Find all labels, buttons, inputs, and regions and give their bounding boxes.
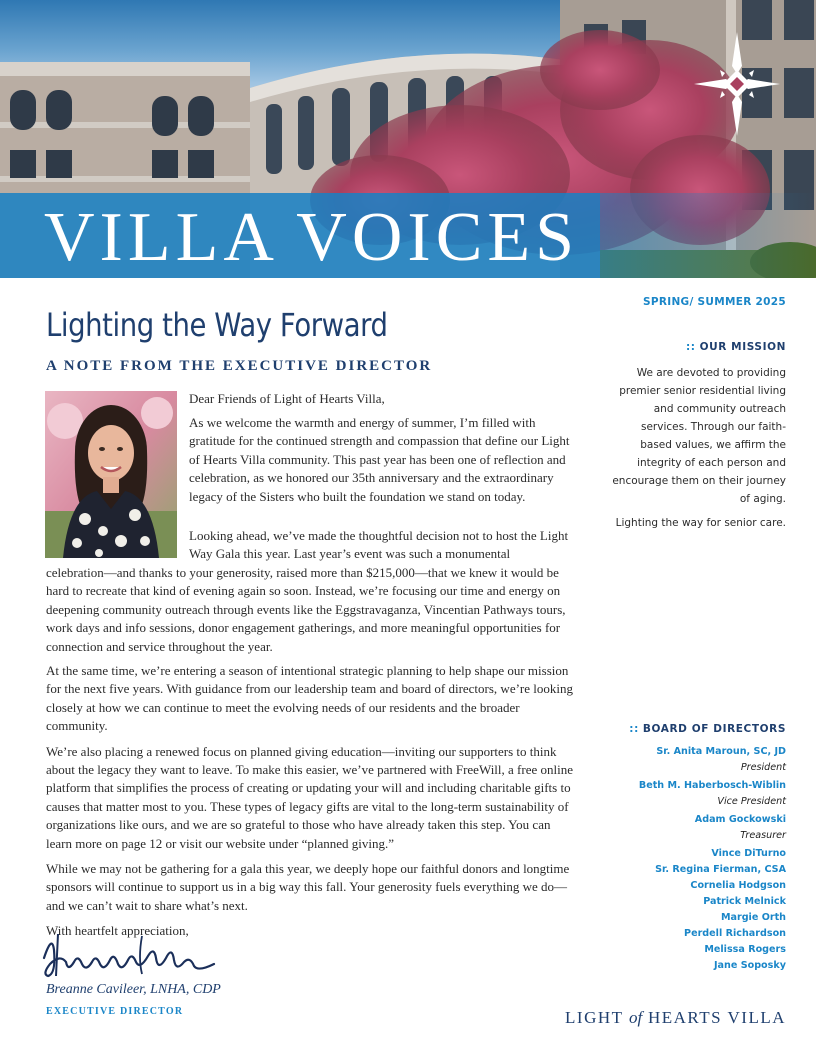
handwritten-signature (38, 928, 218, 984)
organization-wordmark (565, 1008, 786, 1028)
star-logo-icon (692, 30, 782, 138)
article-headline: Lighting the Way Forward (46, 306, 388, 344)
letter-body-continued (46, 662, 576, 948)
letter-paragraph-3: At the same time, we’re entering a season of intentional strategic planning to help shape our mission for the next five years. With guidance from our leadership team and board of directors, we’re looking closely at how we can continue to meet the evolving needs of our residents and the broader community. (46, 663, 573, 734)
mission-text: We are devoted to providing premier senior residential living and community outreach services. Through our faith-based values, we affirm the integrity of each person and encourage them on their journey of aging. (612, 367, 786, 505)
letter-greeting: Dear Friends of Light of Hearts Villa, (189, 391, 385, 406)
board-member: Cornelia Hodgson (690, 880, 786, 891)
mission-block (610, 364, 786, 538)
wordmark-part-2: HEARTS VILLA (642, 1008, 786, 1027)
board-officer-role: Vice President (717, 796, 786, 807)
section-marker: :: (685, 341, 696, 353)
board-member: Patrick Melnick (703, 896, 786, 907)
board-officer-name: Beth M. Haberbosch-Wiblin (638, 780, 786, 791)
board-officer-name: Adam Gockowski (694, 814, 786, 825)
board-member: Sr. Regina Fierman, CSA (655, 864, 786, 875)
board-heading-text: BOARD OF DIRECTORS (642, 723, 786, 735)
article-subheadline: A NOTE FROM THE EXECUTIVE DIRECTOR (46, 358, 433, 374)
section-marker: :: (629, 723, 639, 735)
title-band-fade (600, 193, 816, 278)
wordmark-part-1: LIGHT (565, 1008, 629, 1027)
masthead-title: VILLA VOICES (44, 199, 580, 276)
letter-paragraph-5: While we may not be gathering for a gala this year, we deeply hope our faithful donors and longtime sponsors will continue to support us in a big way this fall. Your generosity fuels everything we do—and we can’t wait to share what’s next. (46, 861, 570, 913)
board-list (586, 744, 786, 974)
mission-heading (686, 341, 786, 353)
director-portrait (45, 391, 177, 558)
letter-paragraph-2-end: celebration—and thanks to your generosity, raised more than $215,000—that we knew it would be hard to recreate that kind of evening again so soon. Instead, we’re focusing our time and energy on deepening community outreach through events like the Eggstravaganza, Vincentian Pathways tours, work days and info sessions, donor engagement gatherings, and more meaningful opportunities for connection and service throughout the year. (46, 565, 566, 654)
letter-closing: With heartfelt appreciation, (46, 923, 189, 939)
board-officer-name: Sr. Anita Maroun, SC, JD (656, 746, 786, 757)
header-photo (0, 0, 816, 278)
board-member: Vince DiTurno (711, 848, 786, 859)
board-member: Margie Orth (720, 912, 786, 923)
signatory-title: EXECUTIVE DIRECTOR (46, 1006, 184, 1017)
letter-paragraph-1: As we welcome the warmth and energy of summer, I’m filled with gratitude for the continued strength and compassion that define our Light of Hearts Villa community. This past year has been one of reflection and celebration, as we honored our 35th anniversary and the extraordinary legacy of the Sisters who built the foundation we stand on today. (189, 415, 570, 504)
signatory-name: Breanne Cavileer, LNHA, CDP (46, 982, 221, 997)
letter-paragraph-2-start: Looking ahead, we’ve made the thoughtful decision not to host the Light Way Gala this year. Last year’s event was such a monumental (189, 528, 569, 562)
board-member: Jane Soposky (713, 960, 786, 971)
board-officer-role: President (740, 762, 786, 773)
issue-label: SPRING/ SUMMER 2025 (643, 296, 786, 308)
board-heading (629, 723, 786, 735)
mission-tagline: Lighting the way for senior care. (615, 517, 786, 529)
board-member: Perdell Richardson (684, 928, 786, 939)
letter-paragraph-4: We’re also placing a renewed focus on planned giving education—inviting our supporters to think about the legacy they want to leave. To make this easier, we’ve partnered with FreeWill, a free online platform that simplifies the process of creating or updating your will and including charitable gifts to causes that matter most to you. These types of legacy gifts are vital to the long-term sustainability of organizations like ours, and we are so grateful to those who have already taken this step. You can learn more on page 12 or visit our website under “planned giving.” (46, 743, 573, 851)
mission-heading-text: OUR MISSION (699, 341, 786, 353)
board-member: Melissa Rogers (704, 944, 786, 955)
wordmark-of: of (628, 1008, 643, 1027)
board-officer-role: Treasurer (740, 830, 786, 841)
